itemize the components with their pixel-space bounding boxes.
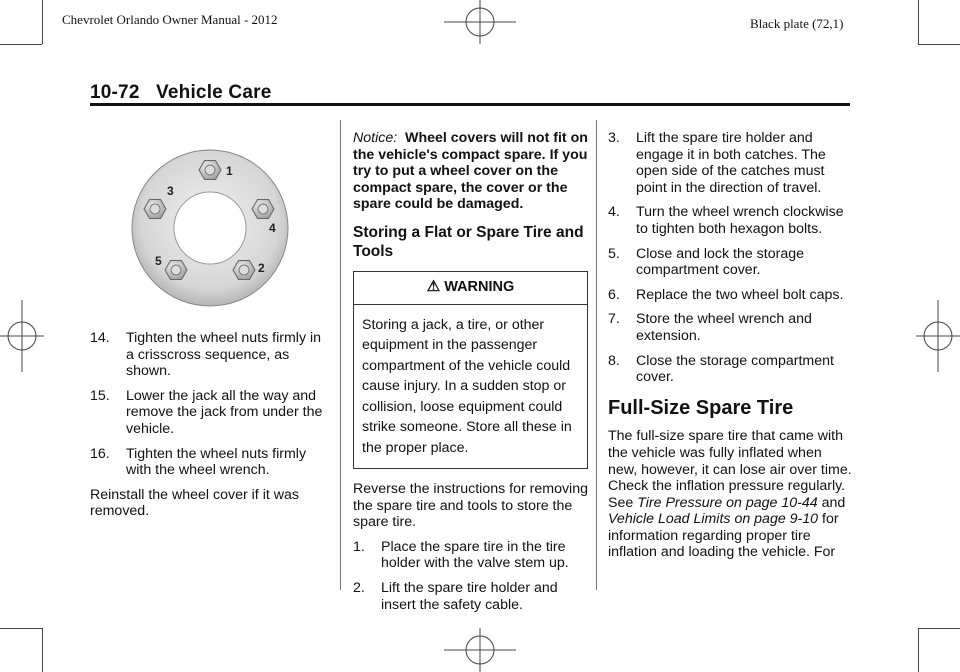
nut-label: 3 xyxy=(167,184,174,198)
step-8: 8. Close the storage compartment cover. xyxy=(608,352,834,386)
warning-title: WARNING xyxy=(444,278,515,295)
registration-mark-top xyxy=(440,0,520,44)
wheel-nut xyxy=(252,200,274,219)
step-16: 16. Tighten the wheel nuts firmly with the wheel wrench. xyxy=(90,445,307,479)
column-divider xyxy=(596,120,597,590)
reinstall-paragraph: Reinstall the wheel cover if it was removed. xyxy=(90,486,299,520)
wheel-nut xyxy=(233,261,255,280)
link-vehicle-load-limits[interactable]: Vehicle Load Limits on page 9-10 xyxy=(608,511,819,528)
step-4: 4. Turn the wheel wrench clockwise to tighten both hexagon bolts. xyxy=(608,204,844,237)
step-15: 15. Lower the jack all the way and remove the jack from under the vehicle. xyxy=(90,387,323,437)
step-5: 5. Close and lock the storage compartment cover. xyxy=(608,245,804,279)
warning-icon: ⚠ xyxy=(426,277,441,295)
full-size-spare-paragraph: The full-size spare tire that came with the vehicle was fully inflated when new, however, it can lose air over time. Check the inflation pressure regularly. See Tire Pressure on page 10-44 and Vehicle Load Limits on page 9-10 for information regarding proper tire inflation and loading the vehicle. For xyxy=(608,428,852,561)
page-number: 10-72 xyxy=(90,82,140,103)
step-2: 2. Lift the spare tire holder and insert the safety cable. xyxy=(353,580,558,613)
nut-label: 5 xyxy=(155,254,162,268)
wheel-nut xyxy=(144,200,166,219)
column-3 xyxy=(608,130,853,569)
registration-mark-right xyxy=(916,296,960,376)
section-title: Vehicle Care xyxy=(156,82,272,103)
nut-label: 2 xyxy=(258,261,265,275)
step-6: 6. Replace the two wheel bolt caps. xyxy=(608,286,844,303)
step-14: 14. Tighten the wheel nuts firmly in a crisscross sequence, as shown. xyxy=(90,330,322,380)
header-rule xyxy=(90,103,850,106)
column-1 xyxy=(90,330,330,528)
link-tire-pressure[interactable]: Tire Pressure on page 10-44 xyxy=(637,494,818,511)
full-size-spare-heading: Full-Size Spare Tire xyxy=(608,396,794,419)
column-2 xyxy=(353,130,588,621)
notice-text: Wheel covers will not fit on the vehicle's compact spare. If you try to put a wheel cover on the compact spare, the cover or the spare could be damaged. xyxy=(353,130,588,213)
notice-paragraph xyxy=(353,130,588,213)
wheel-nut xyxy=(165,261,187,280)
plate-label: Black plate (72,1) xyxy=(750,16,844,31)
warning-text: Storing a jack, a tire, or other equipment in the passenger compartment of the vehicle could cause injury. In a sudden stop or collision, loose equipment could strike someone. Store all these in the proper place. xyxy=(362,316,572,456)
step-3: 3. Lift the spare tire holder and engage it in both catches. The open side of the catches must point in the direction of travel. xyxy=(608,130,826,196)
step-7: 7. Store the wheel wrench and extension. xyxy=(608,311,812,344)
column-divider xyxy=(340,120,341,590)
wheel-center-bore xyxy=(174,192,246,264)
storing-heading: Storing a Flat or Spare Tire and Tools xyxy=(353,223,584,260)
section-heading xyxy=(90,82,271,104)
registration-mark-bottom xyxy=(440,628,520,672)
nut-label: 4 xyxy=(269,221,276,235)
warning-box xyxy=(353,271,588,469)
nut-label: 1 xyxy=(226,164,233,178)
warning-header xyxy=(354,272,587,305)
step-1: 1. Place the spare tire in the tire holder with the valve stem up. xyxy=(353,538,569,572)
registration-mark-left xyxy=(0,296,44,376)
reverse-instructions: Reverse the instructions for removing the spare tire and tools to store the spare tire. xyxy=(353,481,588,531)
wheel-nut-sequence-figure xyxy=(130,148,290,308)
manual-title: Chevrolet Orlando Owner Manual - 2012 xyxy=(62,12,278,27)
wheel-nut xyxy=(199,161,221,180)
notice-label: Notice: xyxy=(353,130,398,146)
